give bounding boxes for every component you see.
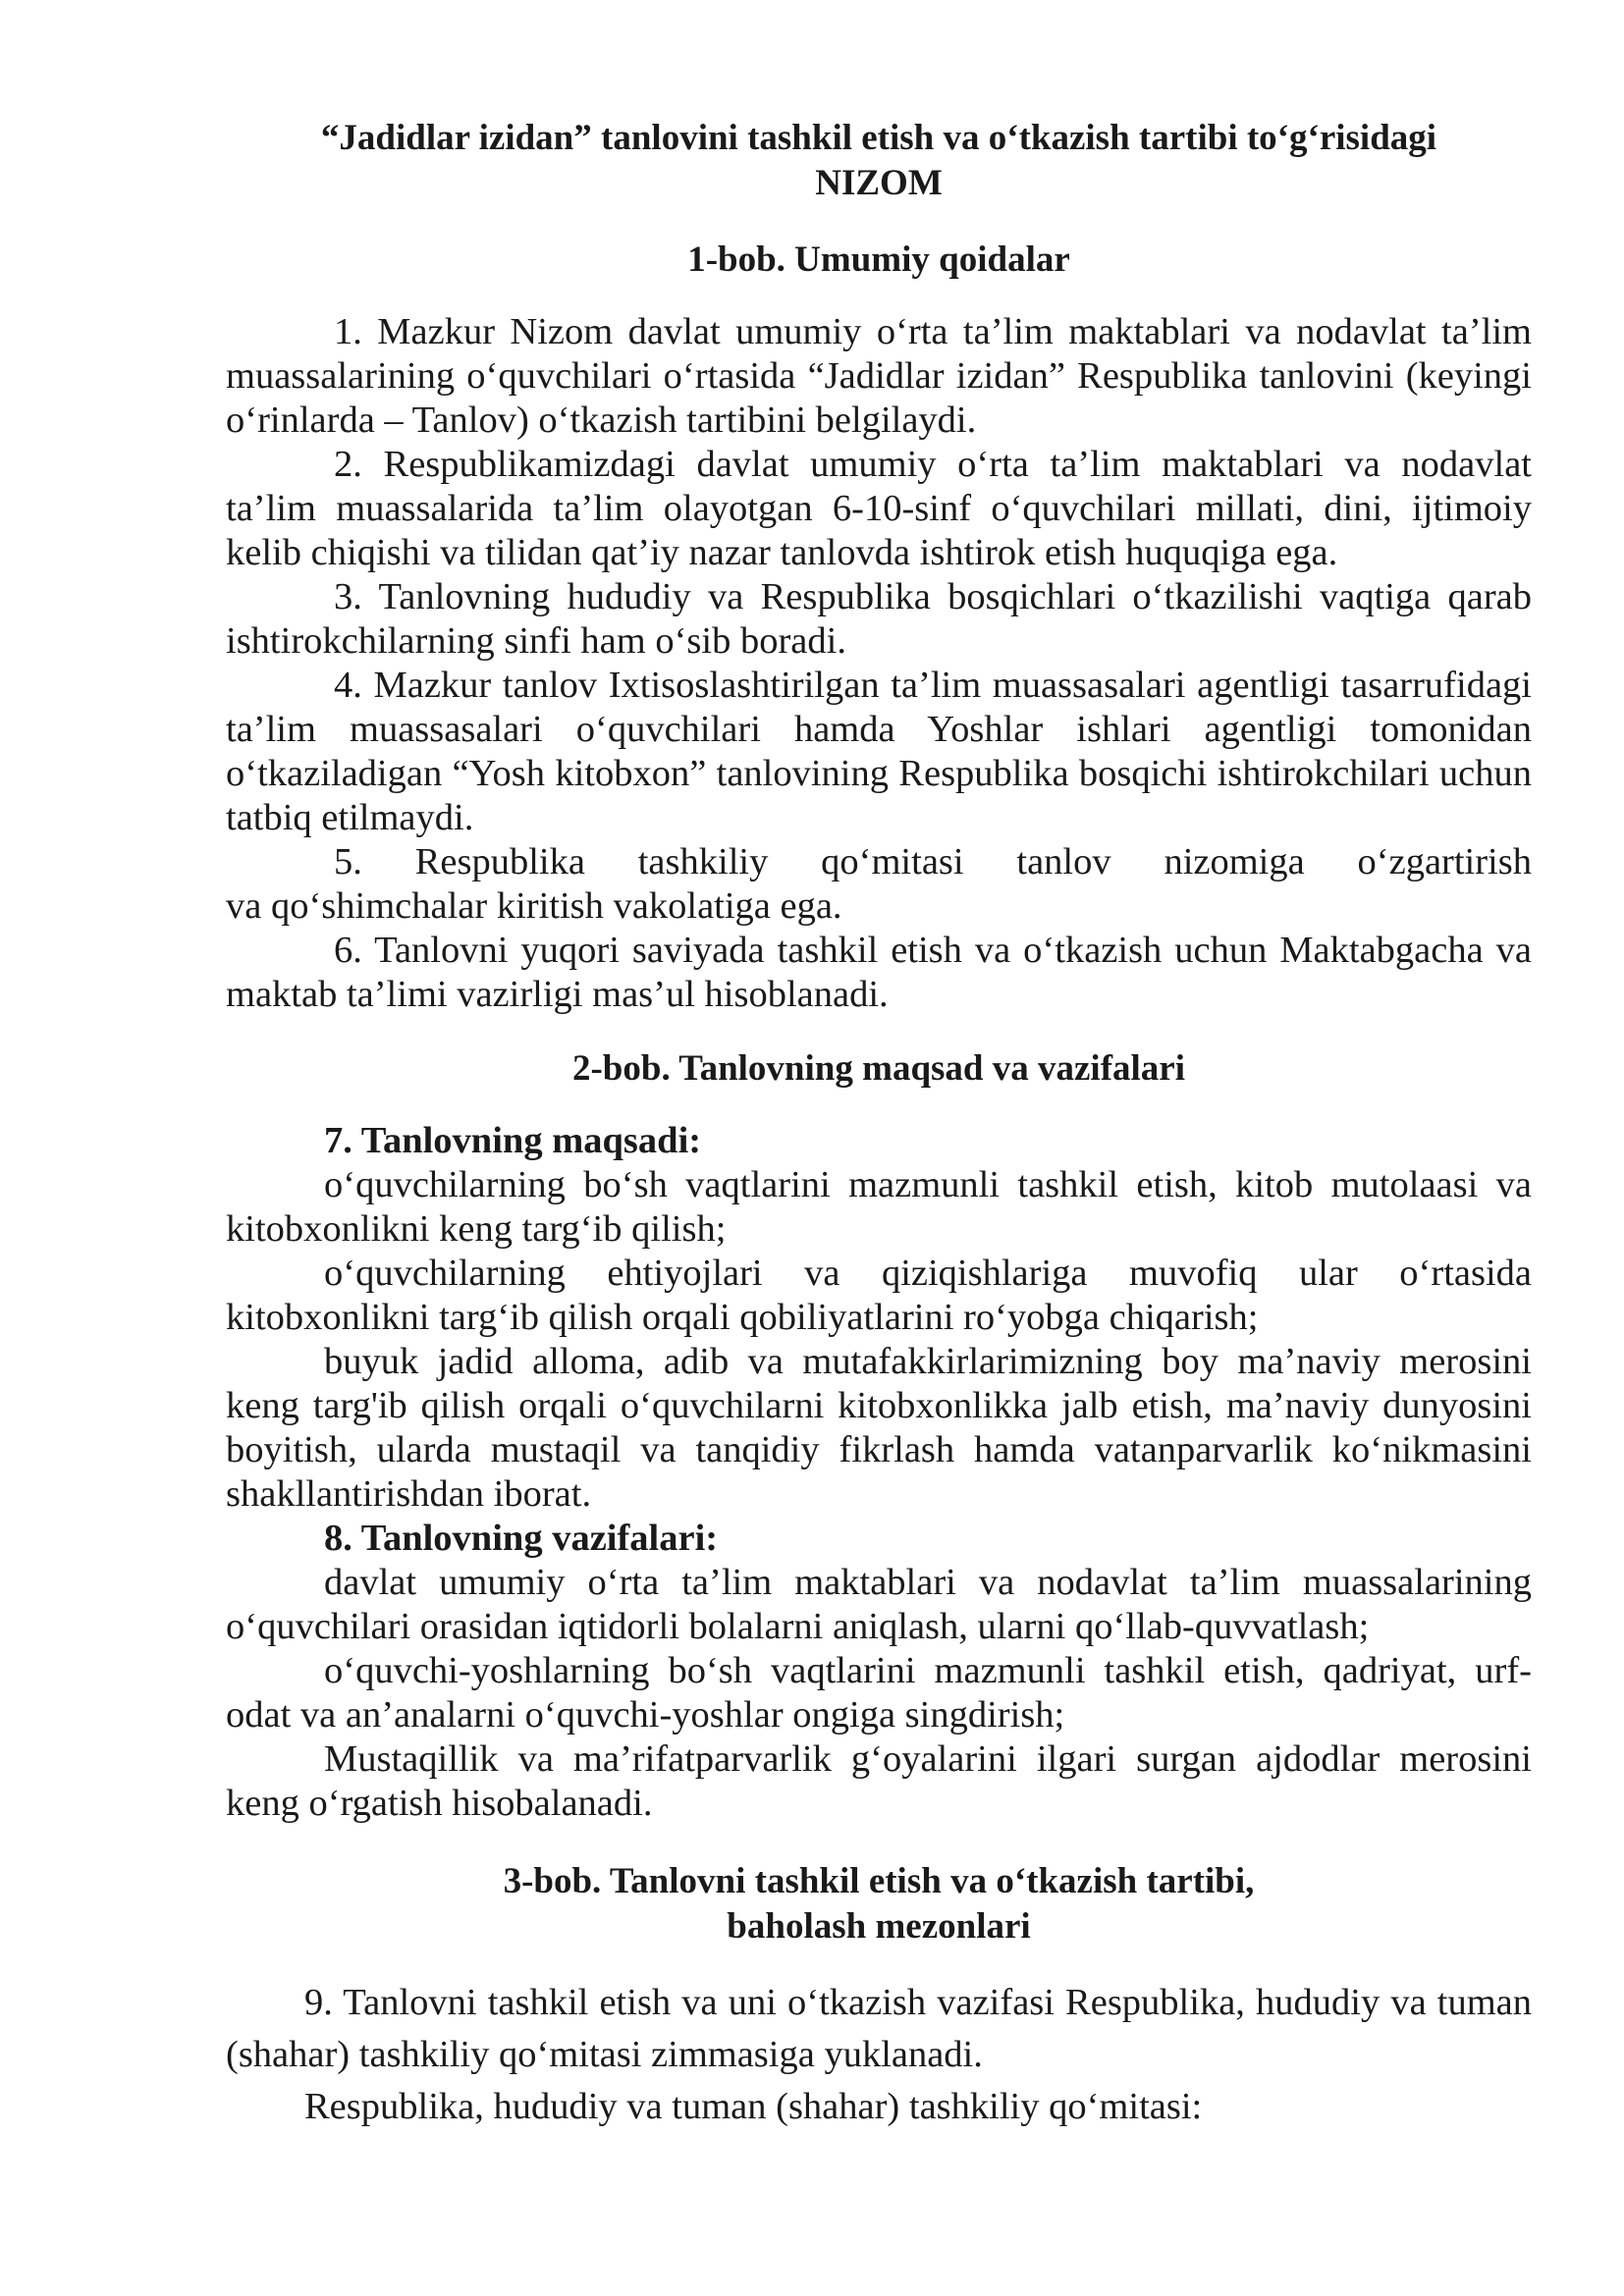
paragraph-9-continuation: Respublika, hududiy va tuman (shahar) tashkiliy qo‘mitasi: [304,2086,1203,2127]
task-item-3: Mustaqillik va ma’rifatparvarlik g‘oyalarini ilgari surgan ajdodlar merosini keng o‘rgatish hisobalanadi. [226,1738,1532,1824]
paragraph-4: 4. Mazkur tanlov Ixtisoslashtirilgan ta’lim muassasalari agentligi tasarrufidagi ta’lim muassasalari o‘quvchilari hamda Yoshlar ishlari agentligi tomonidan o‘tkaziladigan “Yosh kitobxon” tanlovining Respublika bosqichi ishtirokchilari uchun tatbiq etilmaydi. [226,665,1532,838]
goal-item-3: buyuk jadid alloma, adib va mutafakkirlarimizning boy ma’naviy merosini keng targ'ib qilish orqali o‘quvchilarni kitobxonlikka jalb etish, ma’naviy dunyosini boyitish, ularda mustaqil va tanqidiy fikrlash hamda vatanparvarlik ko‘nikmasini shakllantirishdan iborat. [226,1341,1532,1515]
paragraph-6: 6. Tanlovni yuqori saviyada tashkil etish va o‘tkazish uchun Maktabgacha va maktab ta’limi vazirligi mas’ul hisoblanadi. [226,930,1532,1015]
chapter-1-heading: 1-bob. Umumiy qoidalar [687,240,1070,280]
goal-item-2: o‘quvchilarning ehtiyojlari va qiziqishlariga muvofiq ular o‘rtasida kitobxonlikni targ‘ib qilish orqali qobiliyatlarini ro‘yobga chiqarish; [226,1253,1532,1338]
task-item-2: o‘quvchi-yoshlarning bo‘sh vaqtlarini mazmunli tashkil etish, qadriyat, urf-odat va an’analarni o‘quvchi-yoshlar ongiga singdirish; [226,1650,1532,1735]
chapter-3-heading [226,1859,1532,1949]
goal-heading: 7. Tanlovning maqsadi: [324,1120,702,1161]
chapter-2-heading: 2-bob. Tanlovning maqsad va vazifalari [571,1048,1185,1089]
title-line-1: “Jadidlar izidan” tanlovini tashkil etish va o‘tkazish tartibi to‘g‘risidagi [320,118,1437,158]
paragraph-9: 9. Tanlovni tashkil etish va uni o‘tkazish vazifasi Respublika, hududiy va tuman (shahar) tashkiliy qo‘mitasi zimmasiga yuklanadi. [226,1982,1532,2075]
paragraph-1: 1. Mazkur Nizom davlat umumiy o‘rta ta’lim maktablari va nodavlat ta’lim muassalarining o‘quvchilari o‘rtasida “Jadidlar izidan” Respublika tanlovini (keyingi o‘rinlarda – Tanlov) o‘tkazish tartibini belgilaydi. [226,311,1532,441]
title-line-2: NIZOM [815,163,943,203]
paragraph-5-line-1: 5. Respublika tashkiliy qo‘mitasi tanlov nizomiga o‘zgartirish [334,841,1532,882]
goal-item-1: o‘quvchilarning bo‘sh vaqtlarini mazmunli tashkil etish, kitob mutolaasi va kitobxonlikni keng targ‘ib qilish; [226,1164,1532,1250]
chapter-3-heading-line-2: baholash mezonlari [727,1906,1031,1947]
paragraph-5-line-2: va qo‘shimchalar kiritish vakolatiga ega. [226,885,842,927]
document-title [226,116,1532,206]
chapter-3-heading-line-1: 3-bob. Tanlovni tashkil etish va o‘tkazish tartibi, [503,1861,1255,1901]
paragraph-3: 3. Tanlovning hududiy va Respublika bosqichlari o‘tkazilishi vaqtiga qarab ishtirokchilarning sinfi ham o‘sib boradi. [226,576,1532,662]
document-page [226,116,1532,2133]
task-heading: 8. Tanlovning vazifalari: [324,1518,719,1559]
task-item-1: davlat umumiy o‘rta ta’lim maktablari va nodavlat ta’lim muassalarining o‘quvchilari orasidan iqtidorli bolalarni aniqlash, ularni qo‘llab-quvvatlash; [226,1562,1532,1647]
paragraph-2: 2. Respublikamizdagi davlat umumiy o‘rta ta’lim maktablari va nodavlat ta’lim muassalarida ta’lim olayotgan 6-10-sinf o‘quvchilari millati, dini, ijtimoiy kelib chiqishi va tilidan qat’iy nazar tanlovda ishtirok etish huquqiga ega. [226,444,1532,573]
